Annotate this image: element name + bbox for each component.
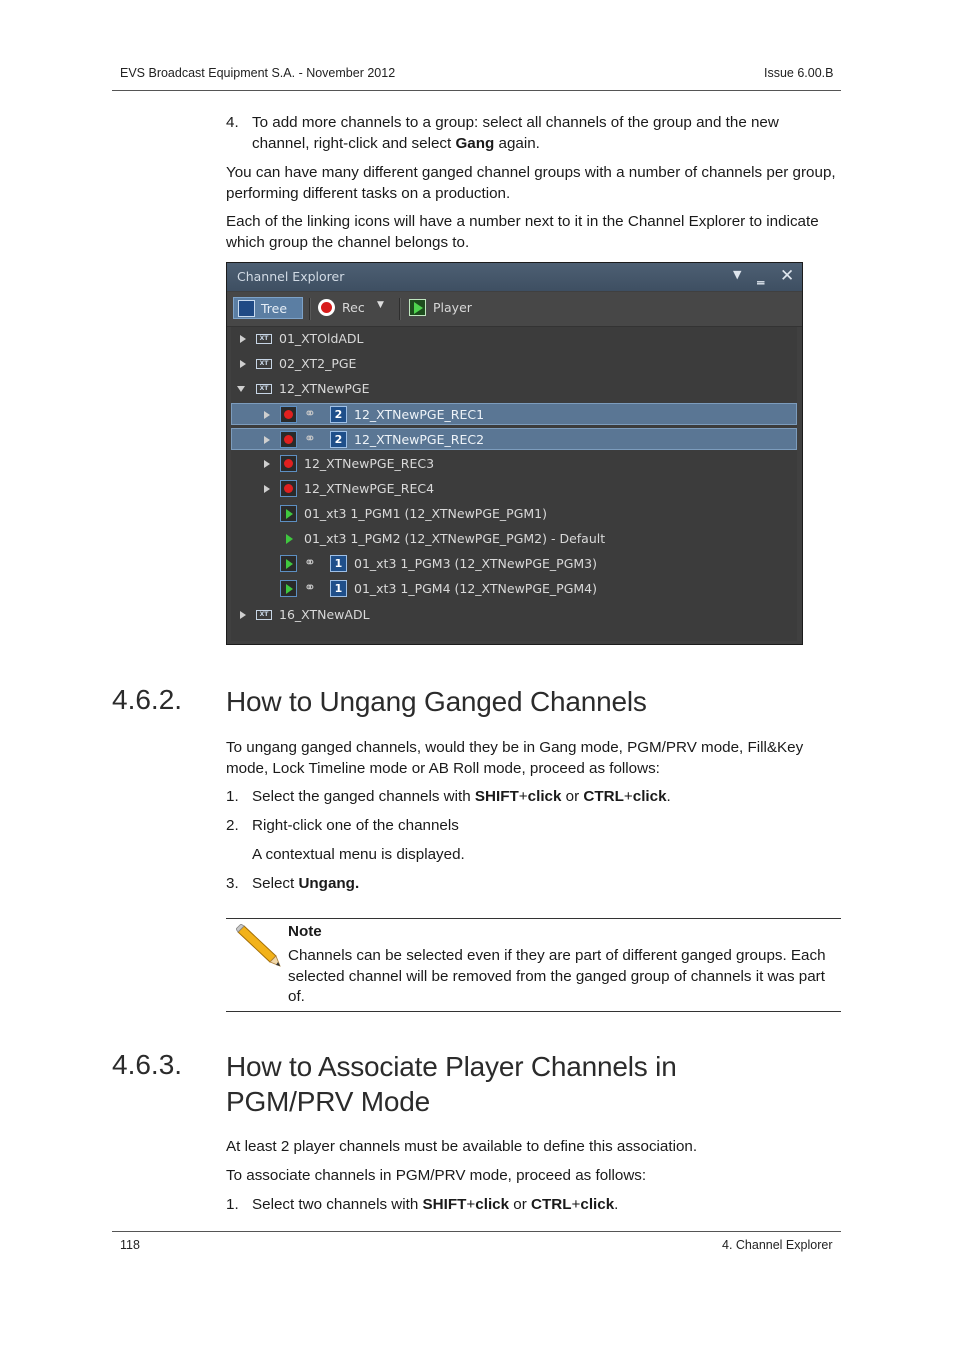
page-number: 118 [120,1238,140,1252]
tree-row-label: 12_XTNewPGE_REC2 [354,432,485,447]
channel-explorer-window [226,262,803,645]
paragraph-line: which group the channel belongs to. [226,233,470,251]
bold-term: Ungang. [298,875,360,892]
tree-row-label: 01_xt3 1_PGM1 (12_XTNewPGE_PGM1) [304,506,548,521]
tree-row[interactable] [231,604,797,626]
tree-row-label: 12_XTNewPGE [279,381,370,396]
expand-arrow-icon[interactable] [264,485,270,493]
link-icon: ⚭ [304,580,316,596]
tree-row-label: 12_XTNewPGE_REC4 [304,481,435,496]
section-title-line: How to Associate Player Channels in [226,1051,677,1082]
bold-term: SHIFT [422,1196,467,1213]
tree-row[interactable] [231,578,797,600]
paragraph-line: You can have many different ganged channel groups with a number of channels per group, [226,164,836,181]
xt-server-icon: XT [256,384,272,394]
section-title [226,1049,826,1119]
tree-row[interactable] [231,528,797,550]
step-line: To add more channels to a group: select all channels of the group and the new [252,114,779,131]
play-arrow-icon [414,302,423,314]
tree-row-label: 16_XTNewADL [279,607,370,622]
step-text [252,787,842,808]
step-text [252,874,842,895]
tree-row-label: 02_XT2_PGE [279,356,357,371]
plus-sign: + [623,788,633,805]
toolbar-separator [399,298,401,320]
minimize-icon[interactable]: ‗ [757,267,765,285]
step-line: . [614,1196,619,1213]
paragraph: To associate channels in PGM/PRV mode, proceed as follows: [226,1167,647,1184]
tree-row-label: 01_xt3 1_PGM3 (12_XTNewPGE_PGM3) [354,556,598,571]
tree-row[interactable] [231,378,797,400]
header-right: Issue 6.00.B [764,66,834,80]
tree-button[interactable] [233,297,303,319]
tree-row[interactable] [231,503,797,525]
step-text: Right-click one of the channels [252,817,459,834]
player-channel-icon [280,555,297,572]
tree-row-selected[interactable] [231,428,797,450]
paragraph-line: performing different tasks on a production. [226,184,511,202]
channel-explorer-toolbar [227,292,802,327]
plus-sign: + [466,1196,476,1213]
xt-server-icon: XT [256,610,272,620]
bold-term: click [632,788,667,805]
step-number: 1. [226,1196,239,1213]
paragraph [226,738,846,779]
step-line: or [561,788,584,805]
header-left: EVS Broadcast Equipment S.A. - November 2012 [120,66,396,80]
note-title: Note [288,923,322,940]
rec-button[interactable] [317,297,389,319]
recorder-icon [280,480,297,497]
gang-group-badge: 2 [330,431,347,448]
section-title: How to Ungang Ganged Channels [226,686,647,717]
channel-explorer-titlebar [227,263,802,291]
plus-sign: + [518,788,528,805]
toolbar-separator [309,298,311,320]
player-label: Player [433,300,472,315]
paragraph-line: To ungang ganged channels, would they be in Gang mode, PGM/PRV mode, Fill&Key [226,739,804,756]
gang-group-badge: 1 [330,580,347,597]
tree-row[interactable] [231,328,797,350]
recorder-icon [280,455,297,472]
tree-row-label: 12_XTNewPGE_REC3 [304,456,435,471]
tree-row-selected[interactable] [231,403,797,425]
dropdown-icon[interactable]: ▼ [733,268,742,281]
tree-row[interactable] [231,478,797,500]
section-number: 4.6.2. [112,684,183,715]
paragraph: At least 2 player channels must be available to define this association. [226,1138,698,1155]
tree-row-label: 12_XTNewPGE_REC1 [354,407,485,422]
expand-arrow-icon[interactable] [264,411,270,419]
tree-row[interactable] [231,353,797,375]
paragraph [226,212,846,253]
expand-arrow-icon[interactable] [240,611,246,619]
tree-row[interactable] [231,453,797,475]
step-line: Select [252,875,299,892]
plus-sign: + [571,1196,581,1213]
step-text [252,1195,842,1216]
bold-term: SHIFT [474,788,519,805]
step-line: channel, right-click and select [252,134,456,152]
note-line: Channels can be selected even if they are part of different ganged groups. Each [288,947,826,964]
step-text [252,113,842,154]
note-line: of. [288,988,305,1005]
step-result: A contextual menu is displayed. [252,846,465,863]
rec-label: Rec [342,300,365,315]
rec-dot-icon [321,302,332,313]
channel-tree [231,327,797,641]
step-line: Select the ganged channels with [252,788,475,805]
gang-group-badge: 1 [330,555,347,572]
chapter-name: 4. Channel Explorer [722,1238,833,1252]
bold-term: click [527,788,562,805]
rec-dropdown-icon[interactable]: ▼ [377,300,384,310]
xt-server-icon: XT [256,334,272,344]
paragraph-line: mode, Lock Timeline mode or AB Roll mode, proceed as follows: [226,759,660,777]
note-bottom-rule [226,1011,841,1012]
collapse-arrow-icon[interactable] [237,386,245,392]
step-line: . [666,788,671,805]
step-line: or [509,1196,532,1213]
link-icon: ⚭ [304,431,316,447]
pencil-icon [236,924,284,968]
player-button[interactable] [409,297,489,319]
tree-row-label: 01_XTOldADL [279,331,364,346]
step-number: 3. [226,875,239,892]
player-channel-icon [280,580,297,597]
play-arrow-icon [286,534,293,544]
player-channel-icon [280,505,297,522]
bold-term: CTRL [583,788,624,805]
bold-term: click [580,1196,615,1213]
section-title-line: PGM/PRV Mode [226,1086,431,1117]
expand-arrow-icon[interactable] [240,335,246,343]
tree-row-label: 01_xt3 1_PGM2 (12_XTNewPGE_PGM2) - Default [304,531,606,546]
link-icon: ⚭ [304,406,316,422]
note-body [288,946,838,1008]
step-line: Select two channels with [252,1196,423,1213]
bold-term: CTRL [531,1196,572,1213]
close-icon[interactable]: ✕ [780,266,795,286]
expand-arrow-icon[interactable] [264,436,270,444]
gang-group-badge: 2 [330,406,347,423]
header-rule [112,90,841,91]
tree-label: Tree [261,301,288,316]
section-number: 4.6.3. [112,1049,183,1080]
step-number: 2. [226,817,239,834]
tree-row[interactable] [231,553,797,575]
recorder-icon [280,431,297,448]
paragraph-line: Each of the linking icons will have a number next to it in the Channel Explorer to indicate [226,213,819,230]
footer-rule [112,1231,841,1232]
step-line: again. [494,134,540,152]
bold-term: Gang [455,134,495,152]
recorder-icon [280,406,297,423]
tree-row-label: 01_xt3 1_PGM4 (12_XTNewPGE_PGM4) [354,581,598,596]
expand-arrow-icon[interactable] [264,460,270,468]
paragraph [226,163,846,204]
link-icon: ⚭ [304,555,316,571]
tree-icon [238,300,255,317]
step-number: 1. [226,788,239,805]
note-top-rule [226,918,841,919]
window-title: Channel Explorer [237,269,345,284]
step-number: 4. [226,114,239,131]
bold-term: click [475,1196,510,1213]
xt-server-icon: XT [256,359,272,369]
expand-arrow-icon[interactable] [240,360,246,368]
note-line: selected channel will be removed from the ganged group of channels it was part [288,967,825,985]
